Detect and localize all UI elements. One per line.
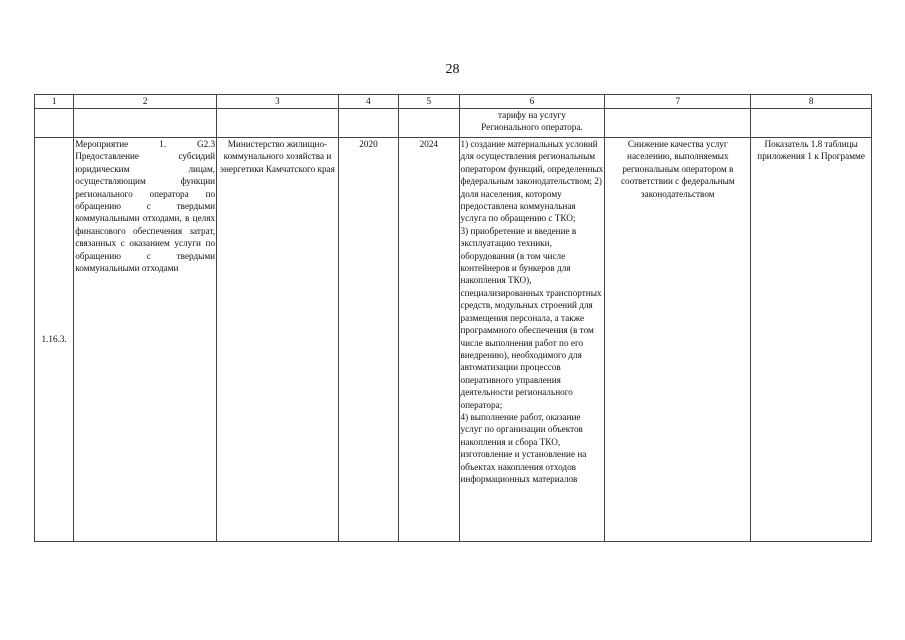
activity-cell: Мероприятие 1. G2.3 Предоставление субсидий юридическим лицам, осуществляющим функции регионального оператора по обращению с твердыми коммунальными отходами, в целях финансового обеспечения затрат, связанных с оказанием услуги по обращению с твердыми коммунальными отходами [74,138,217,542]
start-year-cell: 2020 [338,138,398,542]
column-number-header: 6 [459,95,605,109]
column-number-header: 4 [338,95,398,109]
empty-cell [217,109,339,138]
column-number-header: 5 [399,95,459,109]
consequences-cell: Снижение качества услуг населению, выполняемых региональным оператором в соответствии с федеральным законодательством [605,138,751,542]
empty-cell [74,109,217,138]
column-number-header: 7 [605,95,751,109]
empty-cell [338,109,398,138]
empty-cell [751,109,872,138]
program-activities-table [34,94,872,542]
column-number-header: 3 [217,95,339,109]
empty-cell [605,109,751,138]
column-number-header: 8 [751,95,872,109]
end-year-cell: 2024 [399,138,459,542]
page-number: 28 [445,62,460,77]
continued-text-cell: тарифу на услугу Регионального оператора. [459,109,605,138]
empty-cell [399,109,459,138]
column-number-header: 2 [74,95,217,109]
continuation-row [35,109,872,138]
empty-cell [35,109,74,138]
executor-cell: Министерство жилищно-коммунального хозяйства и энергетики Камчатского края [217,138,339,542]
expected-results-cell: 1) создание материальных условий для осуществления региональным оператором функций, определенных федеральным законодательством; 2) доля населения, которому предоставлена коммунальная услуга по обращению с ТКО; 3) приобретение и введение в эксплуатацию техники, оборудования (в том числе контейнеров и бункеров для накопления ТКО), специализированных транспортных средств, модульных строений для размещения персонала, а также программного обеспечения (в том числе выполнения работ по его внедрению), необходимого для автоматизации процессов оперативного управления деятельности регионального оператора; 4) выполнение работ, оказание услуг по организации объектов накопления и сбора ТКО, изготовление и установление на объектах накопления отходов информационных материалов [459,138,605,542]
column-number-header: 1 [35,95,74,109]
row-number-cell: 1.16.3. [35,138,74,542]
indicator-cell: Показатель 1.8 таблицы приложения 1 к Программе [751,138,872,542]
column-number-row [35,95,872,109]
table-row [35,138,872,542]
